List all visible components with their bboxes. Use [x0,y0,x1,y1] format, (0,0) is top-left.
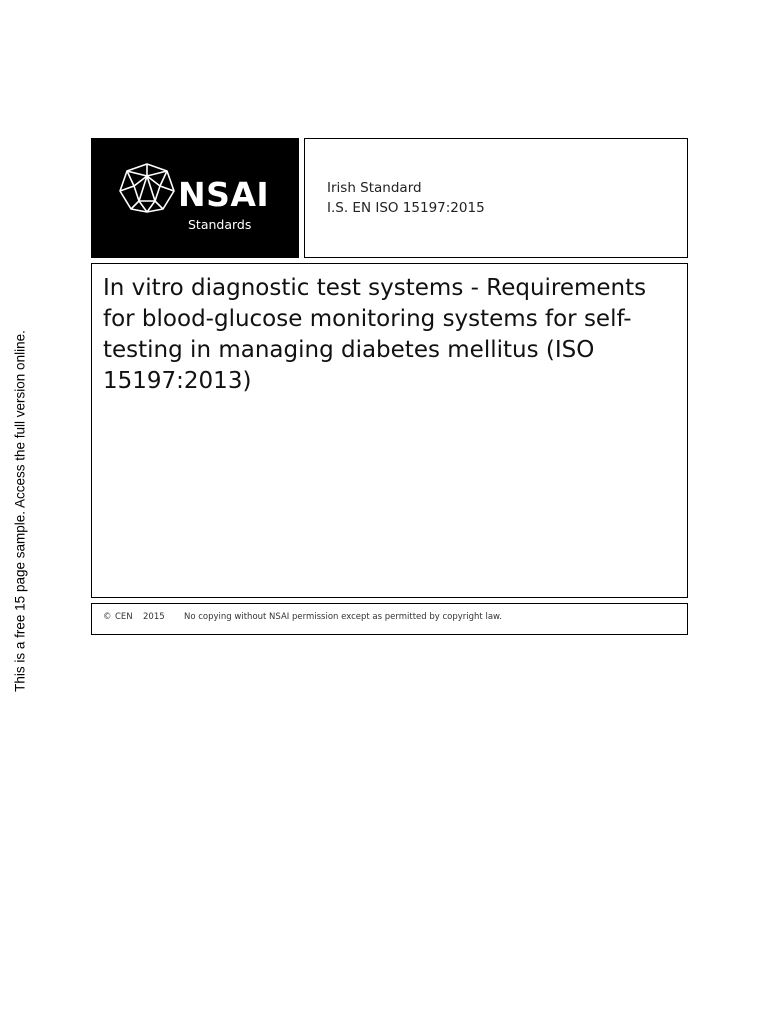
standard-category: Irish Standard [327,180,422,196]
copyright-bar [91,603,688,635]
copyright-holder: CEN [115,612,133,622]
document-title: In vitro diagnostic test systems - Requirements for blood-glucose monitoring systems for self-testing in managing diabetes mellitus (ISO 15197:2013) [103,275,647,394]
standard-number: I.S. EN ISO 15197:2015 [327,200,485,216]
copyright-notice: No copying without NSAI permission except as permitted by copyright law. [184,612,502,622]
polyhedron-icon [118,162,176,214]
standard-identification [304,138,688,258]
nsai-logo [91,138,299,258]
sample-notice: This is a free 15 page sample. Access the full version online. [12,330,28,692]
copyright-symbol: © [103,612,112,622]
copyright-year: 2015 [143,612,165,622]
logo-subtitle: Standards [188,217,252,232]
title-panel [91,263,688,598]
logo-wordmark: NSAI [178,175,270,214]
